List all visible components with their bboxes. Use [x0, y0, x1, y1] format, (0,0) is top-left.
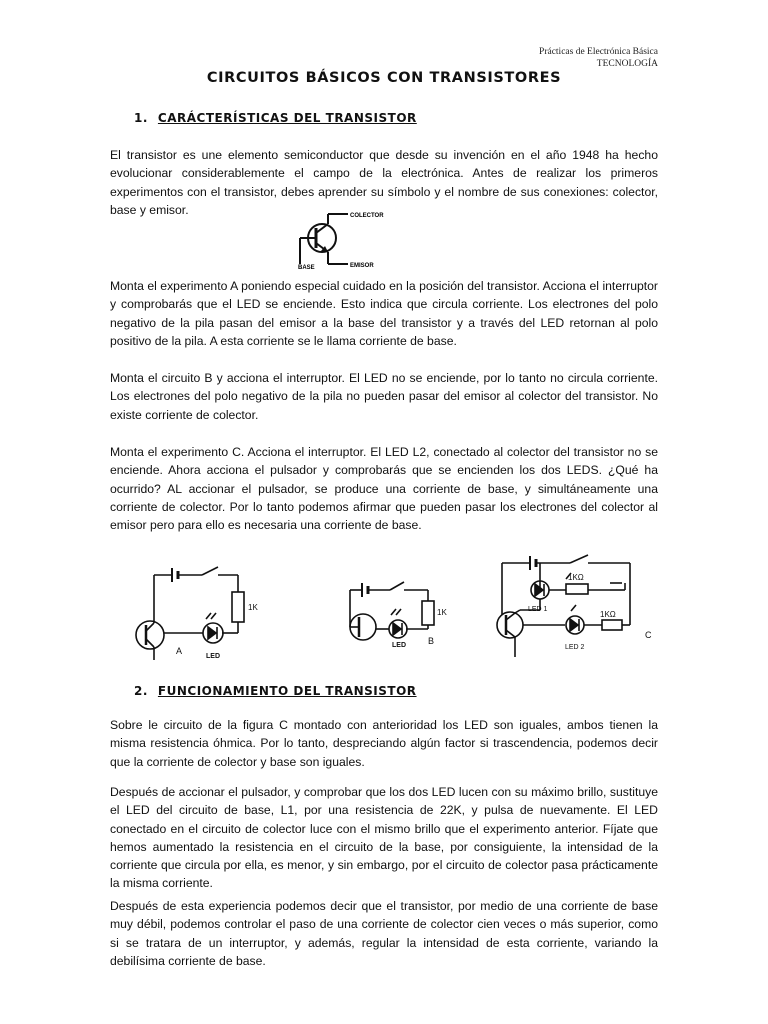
section-title: FUNCIONAMIENTO DEL TRANSISTOR: [157, 684, 417, 698]
section-heading-2: [134, 684, 417, 698]
circuit-c: [497, 555, 630, 657]
circuit-c-r1-label: 1KΩ: [568, 573, 584, 582]
circuit-diagrams: [110, 545, 665, 670]
paragraph-experiment-b: Monta el circuito B y acciona el interruptor. El LED no se enciende, por lo tanto no circula corriente. Los electrones del polo negativo de la pila no pueden pasar del emisor al colector del transistor. No existe corriente de colector.: [110, 371, 658, 422]
transistor-symbol-diagram: [298, 208, 398, 270]
section-heading-1: [134, 111, 417, 125]
emitter-label: EMISOR: [350, 263, 374, 269]
paragraph-function-3: Después de esta experiencia podemos decir que el transistor, por medio de una corriente de base muy débil, podemos controlar el paso de una corriente de colector cien veces o más superior, como si se tratara de un interruptor, y además, regular la intensidad de esta corriente, variando la debilísima corriente de base.: [110, 899, 658, 968]
circuit-a-label: A: [176, 646, 183, 656]
circuit-b-resistor-label: 1K: [437, 608, 447, 617]
header-subject: TECNOLOGÍA: [596, 59, 658, 69]
circuit-c-r2-label: 1KΩ: [600, 610, 616, 619]
paragraph-experiment-a: Monta el experimento A poniendo especial cuidado en la posición del transistor. Acciona el interruptor y comprobarás que el LED se enciende. Esto indica que circula corriente. Los electrones del polo negativo de la pila pasan del emisor a la base del transistor y a través del LED retornan al polo positivo de la pila. A esta corriente se le llama corriente de base.: [110, 279, 658, 348]
circuit-c-led1-label: LED 1: [528, 606, 548, 613]
paragraph-experiment-c: Monta el experimento C. Acciona el interruptor. El LED L2, conectado al colector del transistor no se enciende. Ahora acciona el pulsador y comprobarás que se encienden los dos LEDS. ¿Qué ha ocurrido? AL accionar el pulsador, se produce una corriente de base, y simultáneamente una corriente de colector. Por lo tanto podemos afirmar que pueden pasar los electrones del colector al emisor pero para ello es necesaria una corriente de base.: [110, 445, 658, 533]
base-label: BASE: [298, 265, 315, 270]
circuit-b-label: B: [428, 636, 435, 646]
circuit-b-led-label: LED: [392, 642, 406, 649]
circuit-a: [136, 567, 244, 660]
page-title: CIRCUITOS BÁSICOS CON TRANSISTORES: [206, 70, 562, 86]
document-header: [539, 46, 658, 70]
section-number: 2.: [134, 684, 148, 698]
paragraph-intro: El transistor es une elemento semiconductor que desde su invención en el año 1948 ha hecho evolucionar considerablemente el campo de la electrónica. Antes de realizar los primeros experimentos con el transistor, debes aprender su símbolo y el nombre de sus conexiones: colector, base y emisor.: [110, 148, 658, 217]
circuit-c-label: C: [645, 630, 652, 640]
collector-label: COLECTOR: [350, 213, 384, 219]
circuit-a-resistor-label: 1K: [248, 603, 258, 612]
section-number: 1.: [134, 111, 148, 125]
paragraph-function-2: Después de accionar el pulsador, y comprobar que los dos LED lucen con su máximo brillo, sustituye el LED del circuito de base, L1, por una resistencia de 22K, y pulsa de nuevamente. El LED conectado en el circuito de colector luce con el mismo brillo que el experimento anterior. Fíjate que hemos aumentado la resistencia en el circuito de la base, por consiguiente, la intensidad de la corriente que circula por ella, es menor, y sin embargo, por el circuito de colector pasa prácticamente la misma corriente.: [110, 785, 658, 891]
circuit-a-led-label: LED: [206, 653, 220, 660]
circuit-b: [350, 582, 434, 640]
header-course: Prácticas de Electrónica Básica: [539, 47, 658, 57]
section-title: CARÁCTERÍSTICAS DEL TRANSISTOR: [157, 111, 417, 125]
circuit-c-led2-label: LED 2: [565, 644, 585, 651]
paragraph-function-1: Sobre le circuito de la figura C montado con anterioridad los LED son iguales, ambos tienen la misma resistencia óhmica. Por lo tanto, despreciando algún factor si trascendencia, podemos decir que la corriente de colector y base son iguales.: [110, 718, 658, 769]
